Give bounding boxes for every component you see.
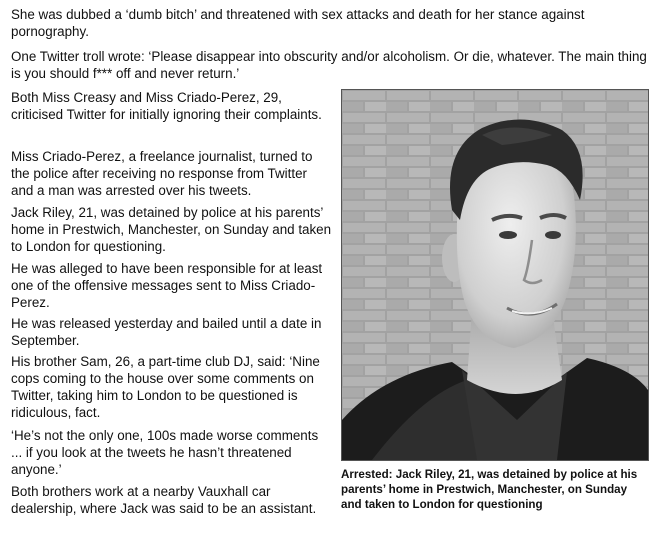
article-paragraph-5: He was released yesterday and bailed until a date in September. [11, 316, 322, 348]
article-paragraph-intro-2: One Twitter troll wrote: ‘Please disappear into obscurity and/or alcoholism. Or die, whatever. The main thing is you should f*** off and never return.’ [11, 49, 647, 81]
article-paragraph-intro-1: She was dubbed a ‘dumb bitch’ and threatened with sex attacks and death for her stance against pornography. [11, 7, 585, 39]
portrait-illustration [342, 90, 648, 460]
article-paragraph-8: Both brothers work at a nearby Vauxhall car dealership, where Jack was said to be an assistant. [11, 484, 317, 516]
photo-caption: Arrested: Jack Riley, 21, was detained by police at his parents’ home in Prestwich, Manchester, on Sunday and taken to London for questioning [341, 468, 638, 511]
article-paragraph-6: His brother Sam, 26, a part-time club DJ, said: ‘Nine cops coming to the house over some comments on Twitter, taking him to London to be questioned is ridiculous, fact. [11, 354, 320, 420]
article-figure [341, 89, 649, 512]
article-paragraph-7: ‘He’s not the only one, 100s made worse comments ... if you look at the tweets he hasn’t threatened anyone.’ [11, 428, 319, 477]
article-paragraph-3: Jack Riley, 21, was detained by police at his parents’ home in Prestwich, Manchester, on Sunday and taken to London for questioning. [11, 205, 332, 254]
article-paragraph-4: He was alleged to have been responsible for at least one of the offensive messages sent to Miss Criado-Perez. [11, 261, 323, 310]
article-paragraph-2: Miss Criado-Perez, a freelance journalist, turned to the police after receiving no response from Twitter and a man was arrested over his tweets. [11, 149, 313, 198]
jack-riley-photo [341, 89, 649, 461]
article-paragraph-1: Both Miss Creasy and Miss Criado-Perez, 29, criticised Twitter for initially ignoring their complaints. [11, 90, 322, 122]
